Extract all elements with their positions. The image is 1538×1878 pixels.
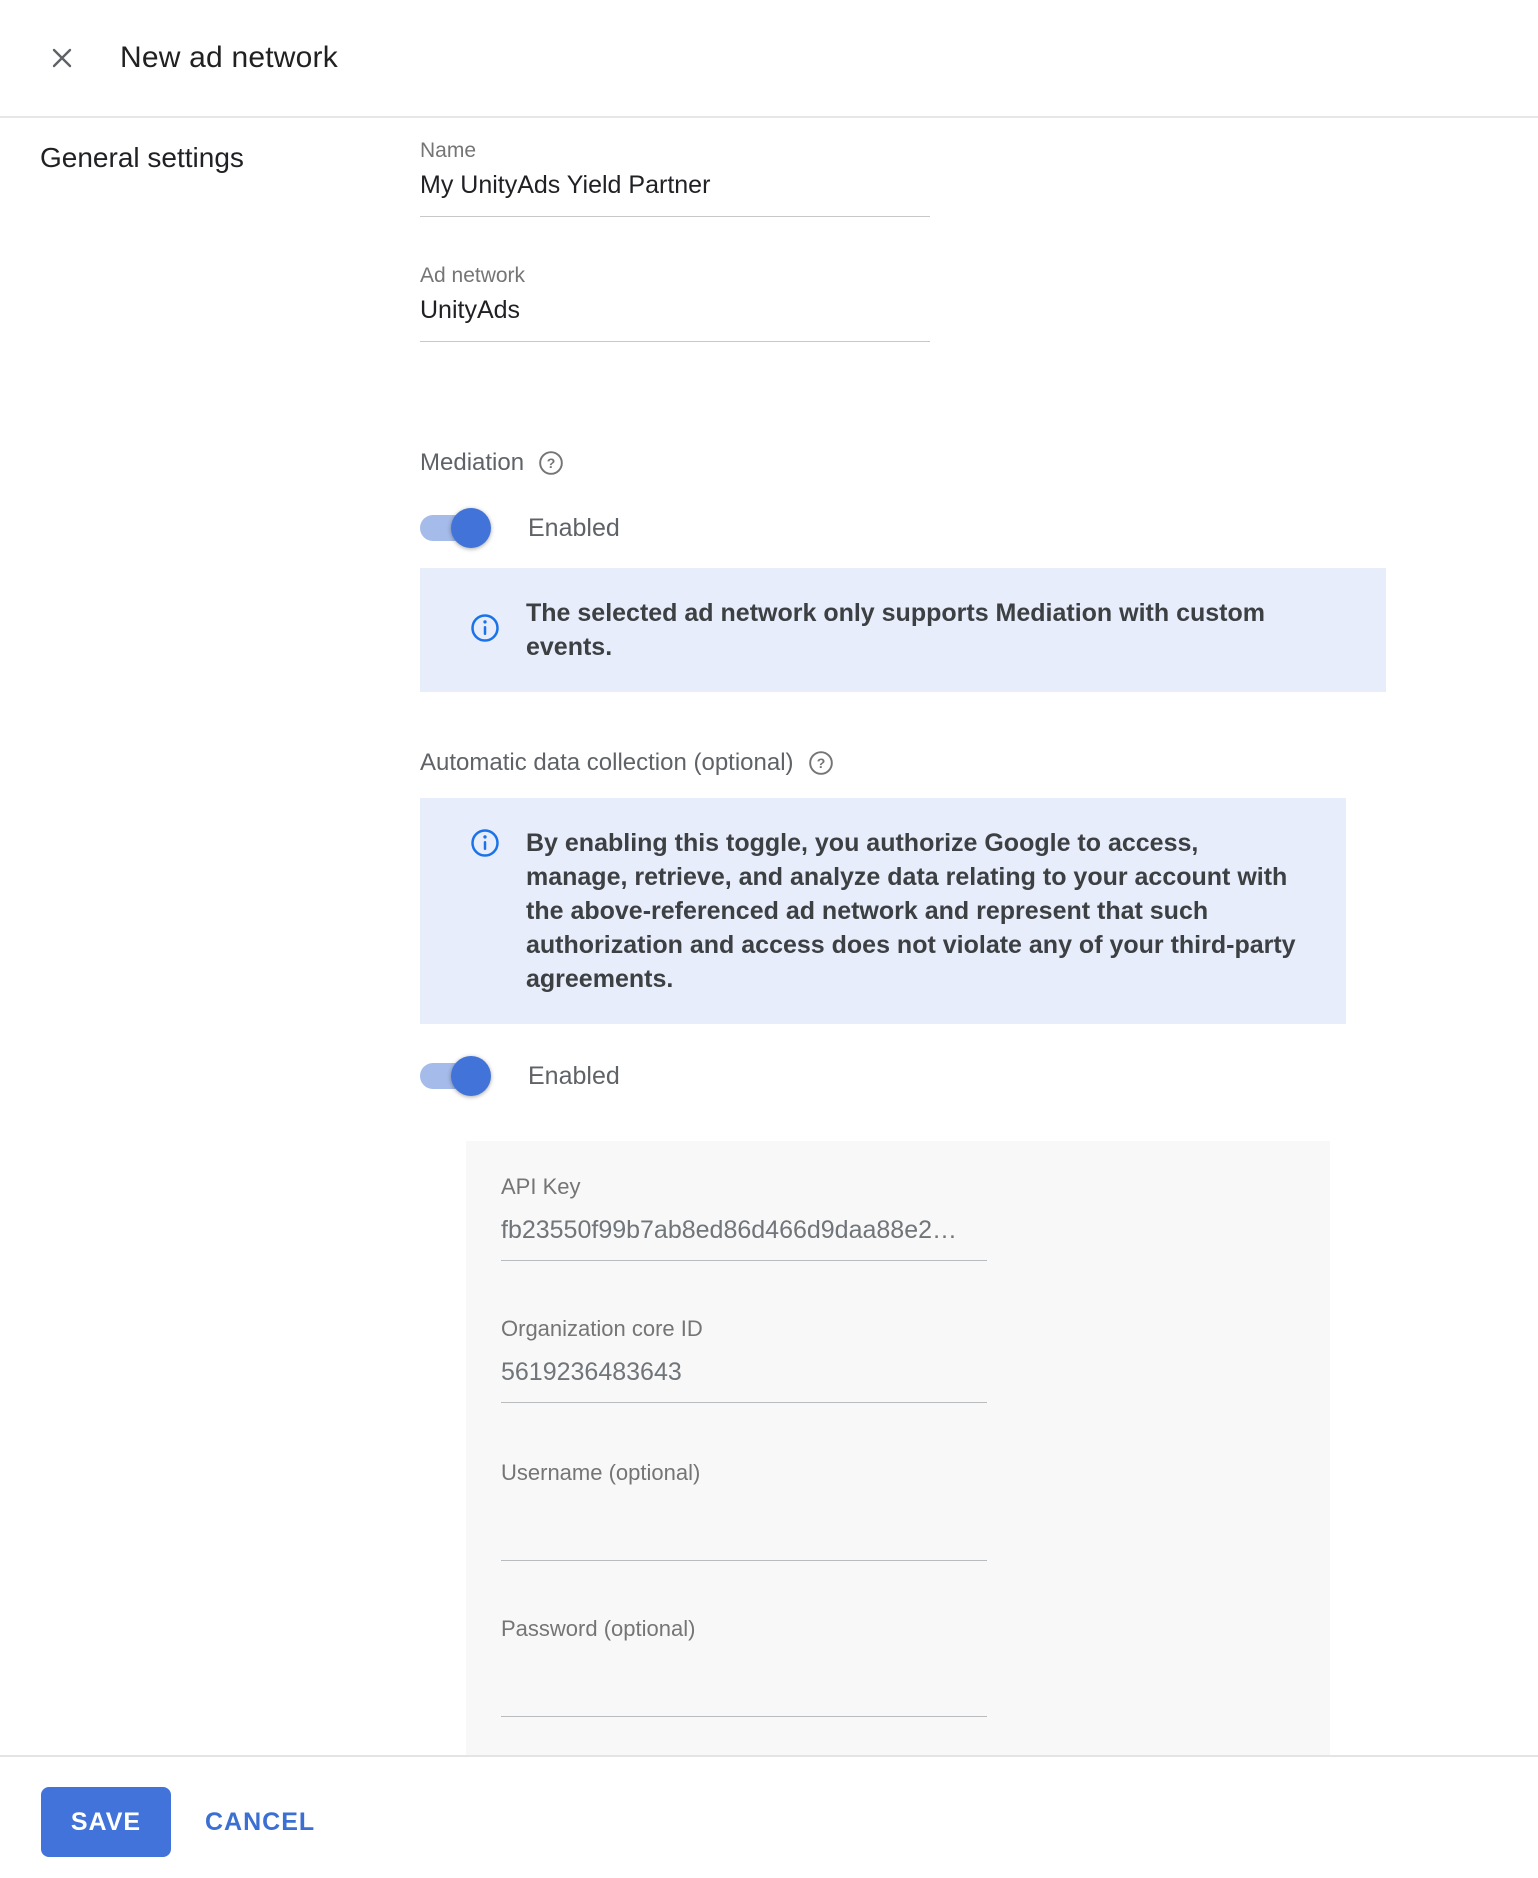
api-key-label: API Key	[501, 1174, 581, 1199]
ad-network-field[interactable]	[420, 265, 930, 342]
username-label: Username (optional)	[501, 1460, 701, 1485]
save-button[interactable]: SAVE	[41, 1787, 171, 1857]
toggle-knob	[451, 508, 491, 548]
auto-data-status-label: Enabled	[528, 1061, 620, 1090]
mediation-label-row	[420, 448, 1538, 478]
password-input[interactable]	[501, 1641, 987, 1701]
password-field[interactable]	[501, 1617, 987, 1717]
name-input[interactable]: My UnityAds Yield Partner	[420, 171, 711, 199]
dialog-footer	[0, 1755, 1538, 1878]
dialog-title: New ad network	[120, 41, 338, 74]
username-underline	[501, 1560, 987, 1561]
name-field[interactable]	[420, 118, 930, 217]
name-label: Name	[420, 139, 477, 162]
info-icon	[470, 613, 500, 648]
dialog-header	[0, 0, 1538, 118]
org-core-id-field[interactable]	[501, 1317, 987, 1403]
mediation-info-text: The selected ad network only supports Mediation with custom events.	[526, 599, 1265, 661]
api-key-underline	[501, 1260, 987, 1261]
auto-data-toggle-row	[420, 1056, 1538, 1096]
ad-network-input[interactable]: UnityAds	[420, 296, 521, 324]
help-icon[interactable]	[808, 750, 834, 776]
org-core-id-underline	[501, 1402, 987, 1403]
mediation-label: Mediation	[420, 449, 525, 476]
auto-data-label: Automatic data collection (optional)	[420, 749, 794, 776]
credentials-panel	[466, 1141, 1330, 1755]
auto-data-toggle[interactable]	[420, 1063, 484, 1089]
username-field[interactable]	[501, 1461, 987, 1561]
password-label: Password (optional)	[501, 1616, 696, 1641]
org-core-id-input[interactable]: 5619236483643	[501, 1358, 682, 1386]
mediation-status-label: Enabled	[528, 513, 620, 542]
info-icon	[470, 828, 500, 996]
password-underline	[501, 1716, 987, 1717]
svg-text:?: ?	[816, 754, 825, 771]
section-general-settings: General settings	[40, 142, 244, 173]
help-icon[interactable]	[538, 450, 564, 476]
auto-data-label-row	[420, 748, 1538, 778]
name-underline	[420, 216, 930, 217]
mediation-toggle-row	[420, 508, 1538, 548]
auto-data-info-banner	[420, 798, 1346, 1024]
mediation-info-banner	[420, 568, 1386, 692]
svg-text:?: ?	[546, 454, 556, 471]
ad-network-label: Ad network	[420, 264, 526, 287]
close-icon[interactable]	[42, 38, 82, 78]
auto-data-info-text: By enabling this toggle, you authorize Google to access, manage, retrieve, and analyze data relating to your account with the above-referenced ad network and represent that such authorization and access does not violate any of your third-party agreements.	[526, 829, 1296, 993]
ad-network-underline	[420, 341, 930, 342]
org-core-id-label: Organization core ID	[501, 1316, 703, 1341]
api-key-input[interactable]: fb23550f99b7ab8ed86d466d9daa88e2…	[501, 1216, 958, 1244]
api-key-field[interactable]	[501, 1175, 987, 1261]
username-input[interactable]	[501, 1485, 987, 1545]
toggle-knob	[451, 1056, 491, 1096]
cancel-button[interactable]: CANCEL	[205, 1787, 315, 1857]
mediation-toggle[interactable]	[420, 515, 484, 541]
